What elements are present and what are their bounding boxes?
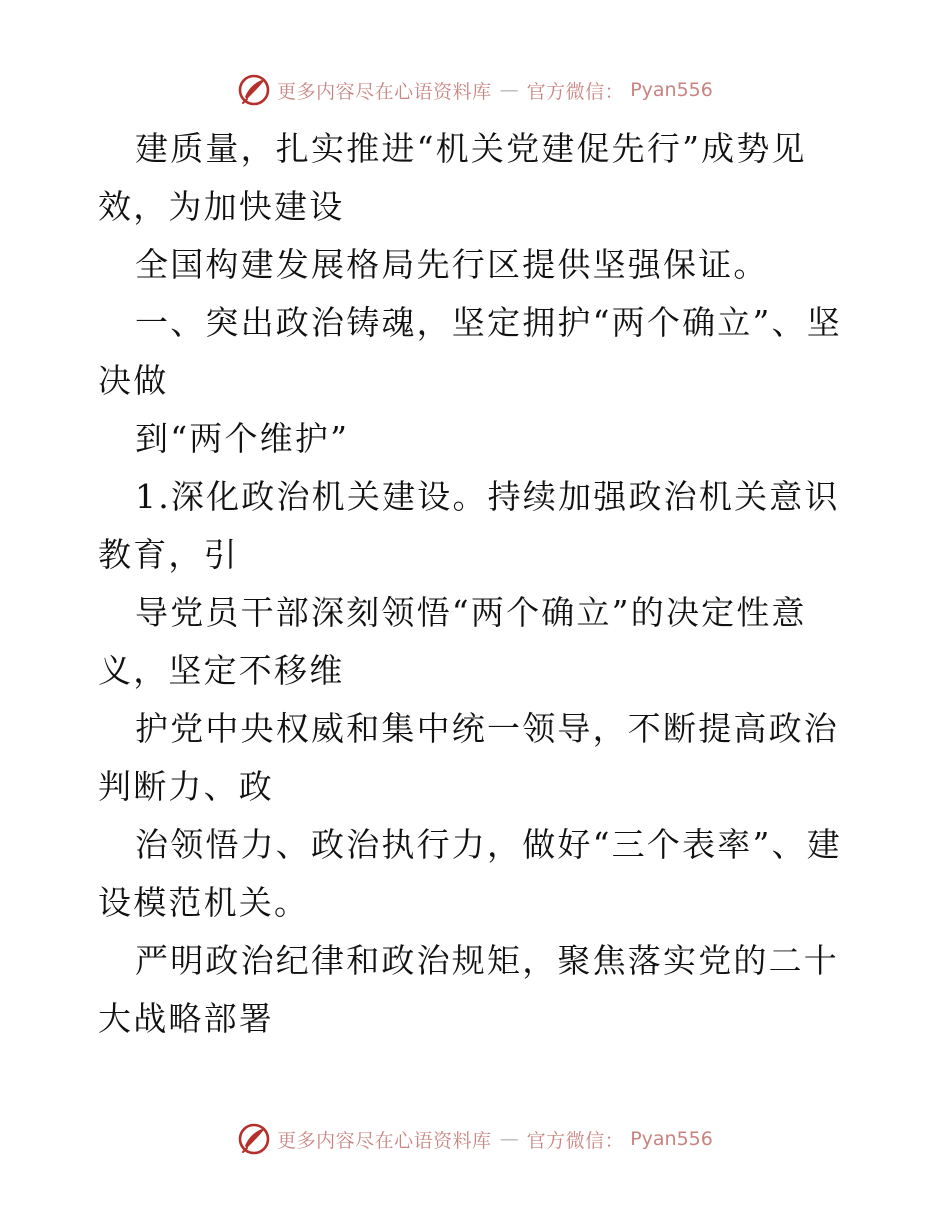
- watermark-separator: —: [499, 79, 519, 101]
- watermark-site-text: 更多内容尽在心语资料库: [277, 80, 492, 103]
- paragraph: 建质量，扎实推进“机关党建促先行”成势见效，为加快建设: [98, 129, 807, 226]
- paragraph: 导党员干部深刻领悟“两个确立”的决定性意义，坚定不移维: [98, 593, 807, 690]
- watermark-wechat-id: Pyan556: [630, 79, 713, 101]
- quill-pen-logo-icon: [237, 73, 271, 107]
- paragraph: 治领悟力、政治执行力，做好“三个表率”、建设模范机关。: [98, 825, 842, 922]
- paragraph: 严明政治纪律和政治规矩，聚焦落实党的二十大战略部署: [98, 941, 839, 1038]
- watermark-wechat-id: Pyan556: [630, 1128, 713, 1150]
- section-heading: 一、突出政治铸魂，坚定拥护“两个确立”、坚决做: [98, 303, 842, 400]
- paragraph: 全国构建发展格局先行区提供坚强保证。: [135, 245, 769, 284]
- header-watermark: [0, 70, 950, 110]
- quill-pen-logo-icon: [237, 1122, 271, 1156]
- watermark-separator: —: [499, 1128, 519, 1150]
- watermark-wechat-label: 官方微信：: [526, 1129, 625, 1152]
- watermark-site-text: 更多内容尽在心语资料库: [277, 1129, 492, 1152]
- paragraph: 到“两个维护”: [135, 419, 350, 458]
- footer-watermark: [0, 1119, 950, 1159]
- document-body: [98, 120, 858, 1048]
- paragraph: 1.深化政治机关建设。持续加强政治机关意识教育，引: [98, 477, 840, 574]
- paragraph: 护党中央权威和集中统一领导，不断提高政治判断力、政: [98, 709, 839, 806]
- watermark-wechat-label: 官方微信：: [526, 80, 625, 103]
